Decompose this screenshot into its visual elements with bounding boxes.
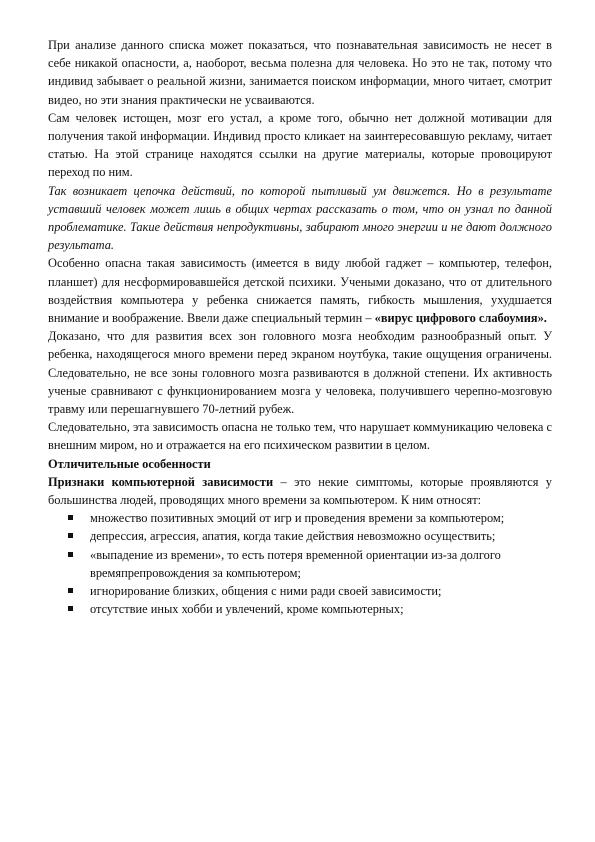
signs-paragraph bbox=[48, 473, 552, 509]
paragraph-4 bbox=[48, 254, 552, 327]
list-item-text: депрессия, агрессия, апатия, когда такие действия невозможно осуществить; bbox=[90, 529, 496, 544]
paragraph-4-text: Особенно опасна такая зависимость (имеется в виду любой гаджет – компьютер, телефон, планшет) для несформировавшейся детской психики. Учеными доказано, что от длительного воздействия компьютера у ребенка снижается память, гибкость мышления, ухудшается внимание и воображение. Ввели даже специальный термин – bbox=[48, 256, 552, 326]
signs-text: – это некие симптомы, которые проявляются у большинства людей, проводящих много времени за компьютером. К ним относят: bbox=[48, 474, 553, 508]
paragraph-3-italic: Так возникает цепочка действий, по которой пытливый ум движется. Но в результате уставший человек может лишь в общих чертах рассказать о том, что он узнал по данной проблематике. Такие действия непродуктивны, забирают много энергии и не дают должного результата. bbox=[48, 183, 552, 253]
list-item-text: «выпадение из времени», то есть потеря временной ориентации из-за долгого времяпрепровождения за компьютером; bbox=[90, 547, 501, 580]
list-item-text: множество позитивных эмоций от игр и проведения времени за компьютером; bbox=[90, 511, 505, 526]
square-bullet-icon bbox=[68, 515, 73, 520]
list-item bbox=[48, 546, 552, 582]
square-bullet-icon bbox=[68, 606, 73, 611]
document-page bbox=[48, 36, 552, 619]
list-item-text: игнорирование близких, общения с ними ради своей зависимости; bbox=[90, 584, 442, 599]
paragraph-1: При анализе данного списка может показаться, что познавательная зависимость не несет в себе никакой опасности, а, наоборот, весьма полезна для человека. Но это не так, потому что индивид забывает о реальной жизни, занимается поиском информации, много читает, смотрит видео, но эти знания практически не усваиваются. bbox=[48, 38, 552, 107]
square-bullet-icon bbox=[68, 588, 73, 593]
signs-term: Признаки компьютерной зависимости bbox=[48, 474, 274, 489]
list-item-text: отсутствие иных хобби и увлечений, кроме компьютерных; bbox=[90, 602, 404, 617]
signs-list bbox=[48, 509, 552, 618]
section-heading: Отличительные особенности bbox=[48, 456, 211, 471]
paragraph-5: Доказано, что для развития всех зон головного мозга необходим разнообразный опыт. У ребенка, находящегося много времени перед экраном ноутбука, такие ощущения ограничены. Следовательно, не все зоны головного мозга развиваются в должной степени. Их активность ученые сравнивают с функционированием мозга у человека, получившего черепно-мозговую травму или перешагнувшего 70-летний рубеж. bbox=[48, 329, 552, 417]
list-item bbox=[48, 509, 552, 527]
paragraph-4-term: «вирус цифрового слабоумия». bbox=[374, 311, 547, 326]
list-item bbox=[48, 527, 552, 545]
list-item bbox=[48, 600, 552, 618]
paragraph-2: Сам человек истощен, мозг его устал, а кроме того, обычно нет должной мотивации для получения такой информации. Индивид просто кликает на заинтересовавшую рекламу, читает статью. На этой странице находятся ссылки на другие материалы, которые провоцируют переход по ним. bbox=[48, 110, 552, 180]
square-bullet-icon bbox=[68, 533, 73, 538]
paragraph-6: Следовательно, эта зависимость опасна не только тем, что нарушает коммуникацию человека с внешним миром, но и отражается на его психическом развитии в целом. bbox=[48, 420, 552, 453]
square-bullet-icon bbox=[68, 552, 73, 557]
list-item bbox=[48, 582, 552, 600]
